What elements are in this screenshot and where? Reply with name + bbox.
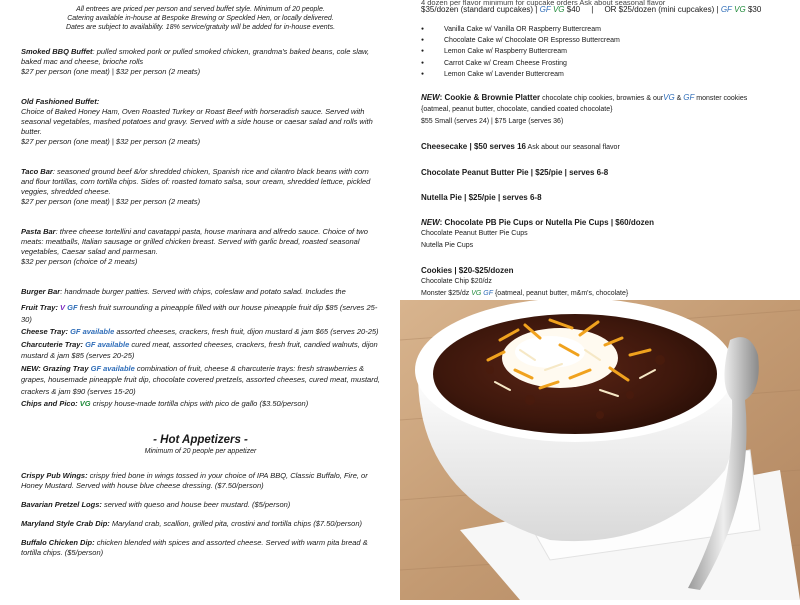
vg-tag: VG: [471, 289, 482, 297]
intro-line: All entrees are priced per person and served buffet style. Minimum of 20 people.: [76, 6, 325, 13]
entree-desc: : handmade burger patties. Served with chips, coleslaw and potato salad. Includes the: [60, 287, 346, 296]
cheese-tray: [21, 326, 380, 338]
price-text: OR $25/dozen (mini cupcakes) |: [604, 5, 719, 14]
new-badge: NEW: [421, 218, 440, 228]
entree-price: $27 per person (one meat) | $32 per person (2 meats): [21, 197, 201, 206]
gf-tag: GF: [67, 303, 78, 312]
tray-desc: combination of fruit, cheese & charcuterie trays: fresh strawberries & grapes, housemade pineapple fruit dip, chocolate covered pretzels, assorted cheeses, cured meat, mustard, crackers & jam $90 (serves 15-20): [21, 363, 380, 396]
vg-tag: VG: [734, 5, 746, 14]
platter-desc: chocolate chip cookies, brownies & our: [540, 95, 664, 103]
entree-burger-bar: [21, 287, 380, 297]
tray-desc: crispy house-made tortilla chips with pico de gallo ($3.50/person): [90, 399, 309, 408]
nutella-pie: [421, 192, 784, 203]
cookies-monster: Monster $25/dz: [421, 289, 470, 297]
entree-price: $27 per person (one meat) | $32 per person (2 meats): [21, 137, 201, 146]
entrees-intro: [21, 5, 380, 32]
entree-price: $27 per person (one meat) | $32 per person (2 meats): [21, 67, 201, 76]
entree-desc: : pulled smoked pork or pulled smoked chicken, grandma's baked beans, cole slaw, baked mac and cheese, brioche rolls: [21, 47, 370, 66]
entree-title: Pasta Bar: [21, 227, 56, 236]
cupcake-minimum-cut: 4 dozen per flavor minimum for cupcake orders Ask about seasonal flavor: [421, 0, 666, 7]
entree-smoked-bbq: [21, 47, 380, 77]
platter-flavors: {oatmeal, peanut butter, chocolate, candied coated chocolate}: [421, 106, 613, 114]
appetizer-title: Bavarian Pretzel Logs:: [21, 499, 102, 509]
entree-taco-bar: [21, 167, 380, 207]
price-text: $40: [566, 5, 581, 14]
cpb-pie-title: Chocolate Peanut Butter Pie | $25/pie | serves 6-8: [421, 168, 609, 178]
cupcake-price-line: [421, 5, 784, 15]
appetizer-desc: crispy fried bone in wings tossed in your choice of IPA BBQ, Classic Buffalo, Fire, or Honey Mustard. Served with house blue cheese dressing. ($7.50/person): [21, 470, 368, 490]
list-item: ● Lemon Cake w/ Lavender Buttercream: [421, 69, 784, 80]
intro-line: Dates are subject to availability. 18% service/gratuity will be added for in-house events.: [65, 24, 336, 31]
cookies-flavors: {oatmeal, peanut butter, m&m's, chocolate}: [493, 289, 629, 297]
entree-desc: : seasoned ground beef &/or shredded chicken, Spanish rice and cilantro black beans with corn and flour tortillas, corn tortilla chips. Sides of: roasted tomato salsa, sour cream, shredded lettuce, pickled veggies, shredded cheese.: [21, 167, 371, 196]
intro-line: Catering available in-house at Bespoke Brewing or Speckled Hen, or locally delivered.: [67, 15, 334, 22]
gf-tag: GF: [483, 289, 494, 297]
entree-title: Old Fashioned Buffet:: [21, 97, 100, 106]
cupcake-flavor-list: [421, 24, 784, 80]
list-item: ● Lemon Cake w/ Raspberry Buttercream: [421, 46, 784, 57]
list-item: Chocolate Peanut Butter Pie Cups: [421, 230, 528, 238]
vg-tag: VG: [663, 93, 675, 103]
entree-old-fashioned: [21, 97, 380, 147]
tray-title: NEW: Grazing Tray: [21, 363, 89, 373]
chips-pico: [21, 398, 380, 410]
price-text: $35/dozen (standard cupcakes) |: [421, 5, 538, 14]
tray-title: Cheese Tray:: [21, 327, 68, 336]
tray-title: Chips and Pico:: [21, 399, 78, 408]
gf-tag: GF: [720, 5, 732, 14]
amp: &: [674, 95, 684, 103]
cpb-pie: [421, 167, 784, 178]
hot-appetizers-subtitle: Minimum of 20 people per appetizer: [144, 447, 257, 455]
list-item: ● Chocolate Cake w/ Chocolate OR Espresso Buttercream: [421, 35, 784, 46]
appetizer-title: Crispy Pub Wings:: [21, 470, 88, 480]
platter-desc: monster cookies: [694, 95, 748, 103]
vg-tag: VG: [79, 399, 91, 408]
v-tag: V: [60, 303, 66, 312]
appetizer-buffalo-dip: [21, 538, 380, 558]
gf-tag: GF: [539, 5, 551, 14]
gf-tag: GF available: [90, 363, 135, 373]
entrees-panel: [0, 0, 400, 300]
appetizer-desc: served with queso and house beer mustard. ($5/person): [101, 499, 291, 509]
tray-desc: assorted cheeses, crackers, fresh fruit, dijon mustard & jam $65 (serves 20-25): [114, 327, 379, 336]
appetizer-pretzel: [21, 500, 380, 510]
appetizer-desc: Maryland crab, scallion, grilled pita, crostini and tortilla chips ($7.50/person): [109, 518, 362, 528]
entree-title: Burger Bar: [21, 287, 61, 296]
nutella-pie-title: Nutella Pie | $25/pie | serves 6-8: [421, 193, 542, 203]
list-item: ● Vanilla Cake w/ Vanilla OR Raspberry Buttercream: [421, 24, 784, 35]
price-text: $30: [747, 5, 762, 14]
platter-heading: [421, 92, 784, 104]
appetizer-desc: chicken blended with spices and assorted cheese. Served with warm pita bread & tortilla chips. ($5/person): [21, 537, 368, 557]
list-item: ● Carrot Cake w/ Cream Cheese Frosting: [421, 58, 784, 69]
entree-title: Smoked BBQ Buffet: [21, 47, 93, 56]
gf-tag: GF available: [70, 327, 115, 336]
separator: |: [591, 5, 594, 14]
entree-price: $32 per person (choice of 2 meats): [21, 257, 138, 266]
desserts-panel: [400, 0, 800, 300]
gf-tag: GF: [683, 93, 695, 103]
cookies: [421, 265, 784, 299]
tray-title: Charcuterie Tray:: [21, 339, 83, 349]
appetizer-title: Maryland Style Crab Dip:: [21, 518, 110, 528]
list-item: Nutella Pie Cups: [421, 241, 474, 249]
cookie-brownie-platter: [421, 92, 784, 127]
cheesecake-title: Cheesecake | $50 serves 16: [421, 142, 526, 152]
charcuterie-tray: [21, 339, 380, 362]
cheesecake-note: Ask about our seasonal flavor: [526, 144, 620, 152]
cookies-title: Cookies | $20-$25/dozen: [421, 266, 514, 276]
trays-panel: [0, 300, 400, 600]
entree-pasta-bar: [21, 227, 380, 267]
pie-cups: [421, 217, 784, 251]
platter-title: : Cookie & Brownie Platter: [439, 93, 541, 103]
appetizer-wings: [21, 471, 380, 491]
pie-cups-title: : Chocolate PB Pie Cups or Nutella Pie Cups | $60/dozen: [439, 218, 654, 228]
vg-tag: VG: [552, 5, 565, 14]
entree-title: Taco Bar: [21, 167, 53, 176]
grazing-tray: [21, 363, 380, 398]
new-badge: NEW: [421, 93, 440, 103]
appetizer-crab-dip: [21, 519, 380, 529]
cheesecake: [421, 141, 784, 153]
tray-title: Fruit Tray:: [21, 303, 58, 312]
tray-desc: fresh fruit surrounding a pineapple filled with our house pineapple fruit dip $85 (serves 25-30): [21, 303, 378, 324]
tray-desc: cured meat, assorted cheeses, crackers, fresh fruit, candied walnuts, dijon mustard & jam $85 (serves 20-25): [21, 339, 378, 360]
cookies-line: Chocolate Chip $20/dz: [421, 278, 492, 286]
hot-appetizers-title: - Hot Appetizers -: [153, 433, 248, 446]
fruit-tray: [21, 302, 380, 325]
cookies-line: [421, 288, 784, 300]
chili-bowl-illustration: [400, 300, 800, 600]
appetizer-title: Buffalo Chicken Dip:: [21, 537, 95, 547]
entree-desc: Choice of Baked Honey Ham, Oven Roasted Turkey or Roast Beef with horseradish sauce. Served with seasonal vegetables, mashed potatoes and gravy. Served with a side house or caesar salad and rolls with butter.: [21, 107, 373, 136]
chili-bowl-photo: [400, 300, 800, 600]
gf-tag: GF available: [85, 339, 130, 349]
cheesecake-heading: [421, 141, 784, 153]
pie-cups-heading: [421, 217, 784, 228]
entree-desc: : three cheese tortellini and cavatappi pasta, house marinara and alfredo sauce. Choice of two meats: meatballs, Italian sausage or grilled chicken breast. Served with garlic bread, roasted seasonal vegetables, Caesar salad and parmesan.: [21, 227, 368, 256]
platter-prices: $55 Small (serves 24) | $75 Large (serves 36): [421, 117, 564, 125]
